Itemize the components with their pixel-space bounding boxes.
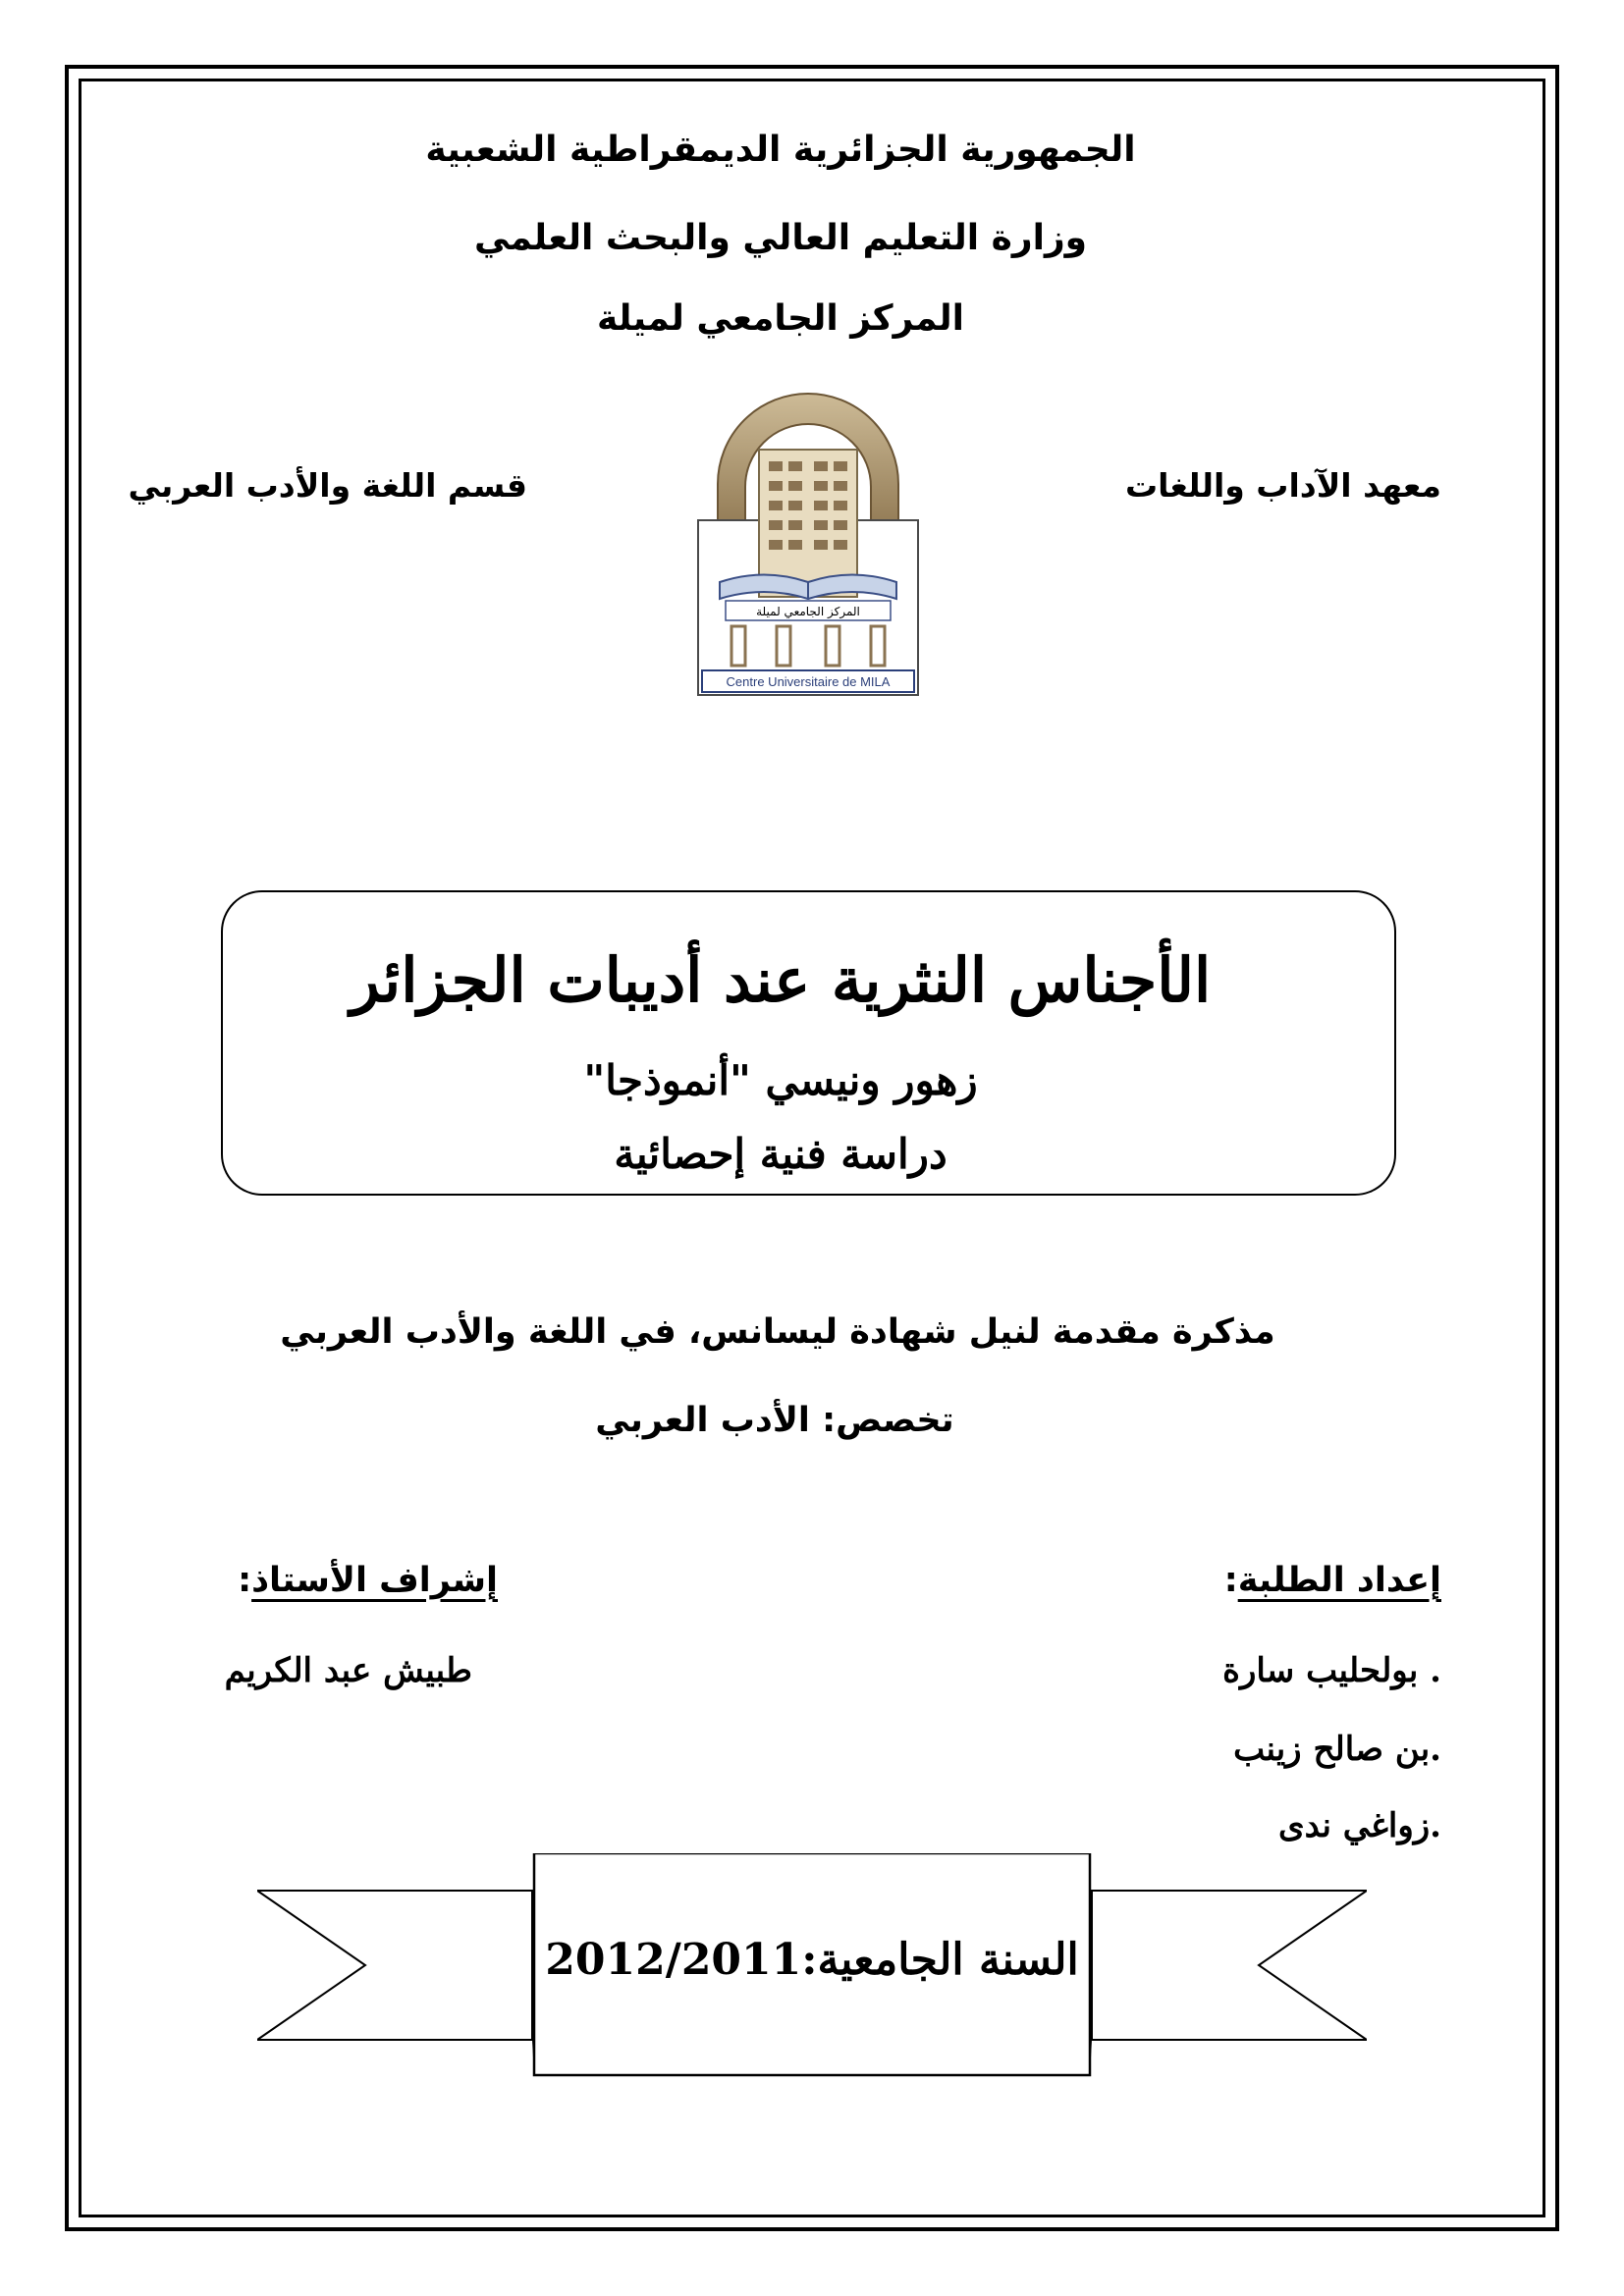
student-name-1: . بولحليب سارة [1222, 1651, 1441, 1690]
students-heading-colon: : [1223, 1561, 1238, 1600]
supervisor-heading-text: إشراف الأستاذ [251, 1561, 498, 1600]
university-name: المركز الجامعي لميلة [596, 298, 965, 339]
thesis-purpose: مذكرة مقدمة لنيل شهادة ليسانس، في اللغة والأدب العربي [280, 1312, 1275, 1352]
student-name-3: .زواغي ندى [1278, 1806, 1441, 1845]
academic-year-value: 2012/2011 [545, 1935, 802, 1985]
thesis-specialty: تخصص: الأدب العربي [595, 1401, 954, 1440]
department-name: قسم اللغة والأدب العربي [128, 466, 527, 505]
supervisor-name: طبيش عبد الكريم [224, 1651, 472, 1690]
academic-year [545, 1935, 1078, 1985]
supervisor-heading [238, 1561, 498, 1600]
institute-name: معهد الآداب واللغات [1124, 466, 1441, 505]
students-heading-text: إعداد الطلبة [1237, 1561, 1441, 1600]
republic-name: الجمهورية الجزائرية الديمقراطية الشعبية [425, 130, 1136, 170]
thesis-subtitle: زهور ونيسي "أنموذجا" [583, 1056, 978, 1104]
supervisor-heading-colon: : [238, 1561, 252, 1600]
logo-caption: Centre Universitaire de MILA [726, 674, 891, 689]
thesis-title: الأجناس النثرية عند أديبات الجزائر [350, 944, 1212, 1016]
logo-arabic-text: المركز الجامعي لميلة [756, 605, 860, 618]
student-name-2: .بن صالح زينب [1233, 1730, 1441, 1769]
students-heading [1224, 1561, 1441, 1600]
academic-year-label: السنة الجامعية: [801, 1935, 1079, 1985]
university-logo [690, 391, 926, 700]
ministry-name: وزارة التعليم العالي والبحث العلمي [473, 218, 1088, 258]
thesis-study-type: دراسة فنية إحصائية [614, 1130, 947, 1178]
